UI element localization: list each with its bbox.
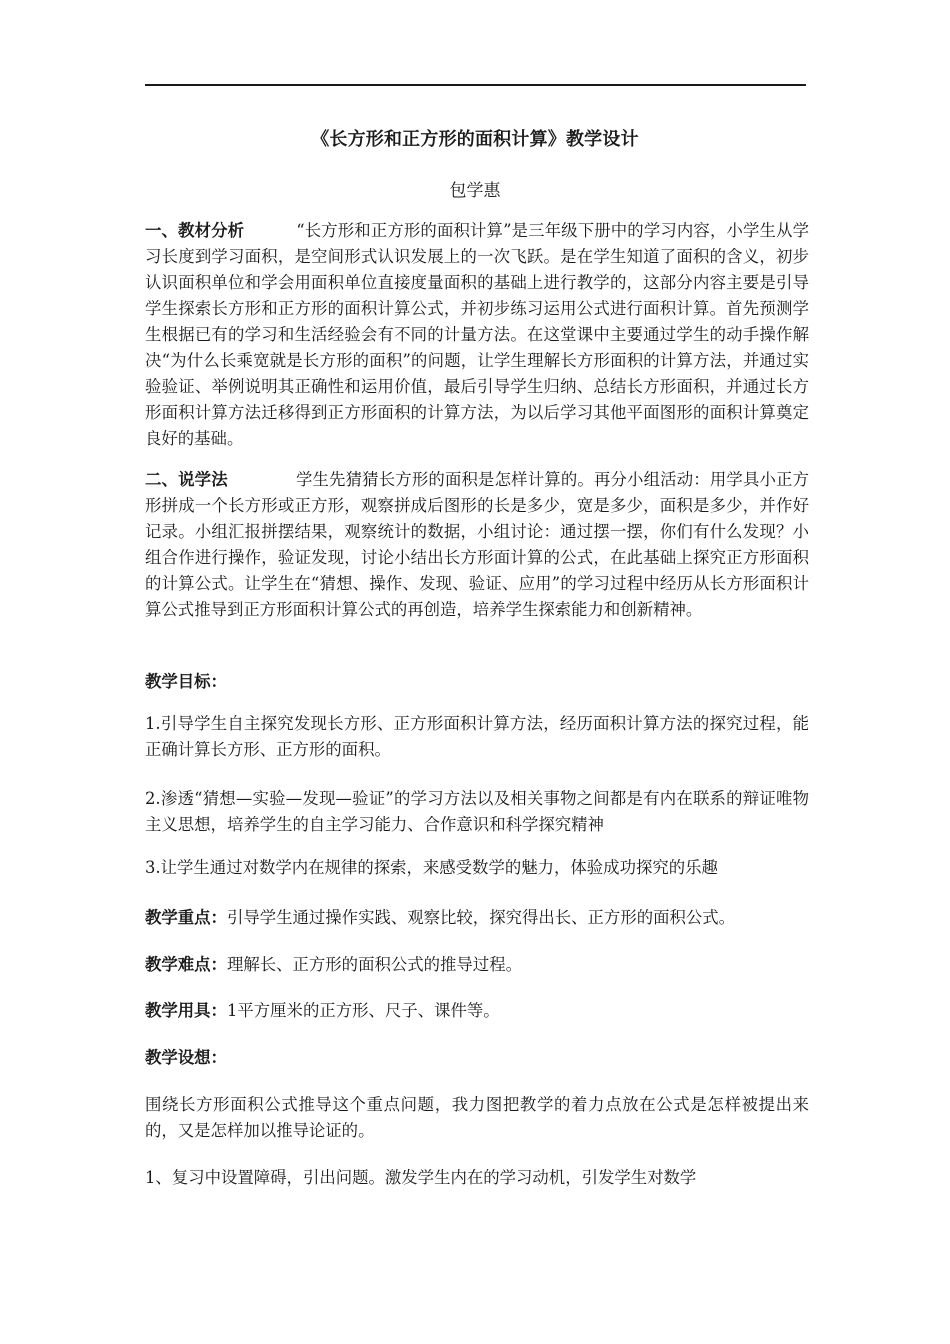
focus-text: 引导学生通过操作实践、观察比较，探究得出长、正方形的面积公式。 (226, 908, 736, 927)
goal-item: 3.让学生通过对数学内在规律的探索，来感受数学的魅力，体验成功探究的乐趣 (145, 858, 718, 877)
header-rule (145, 84, 806, 86)
section-textbook-analysis (145, 218, 809, 452)
section-heading: 一、教材分析 (145, 221, 245, 240)
section-learning-method (145, 467, 809, 623)
teaching-tools (145, 998, 809, 1024)
goal-item: 2.渗透“猜想—实验—发现—验证”的学习方法以及相关事物之间都是有内在联系的辩证唯物主义思想，培养学生的自主学习能力、合作意识和科学探究精神 (145, 789, 809, 834)
teaching-focus (145, 905, 809, 931)
design-heading: 教学设想： (145, 1048, 227, 1067)
section-body: 学生先猜猜长方形的面积是怎样计算的。再分小组活动：用学具小正方形拼成一个长方形或正方形，观察拼成后图形的长是多少，宽是多少，面积是多少，并作好记录。小组汇报拼摆结果，观察统计的数据，小组讨论：通过摆一摆，你们有什么发现？小组合作进行操作，验证发现，讨论小结出长方形面计算的公式，在此基础上探究正方形面积的计算公式。让学生在“猜想、操作、发现、验证、应用”的学习过程中经历从长方形面积计算公式推导到正方形面积计算公式的再创造，培养学生探索能力和创新精神。 (145, 470, 810, 619)
goal-item: 1.引导学生自主探究发现长方形、正方形面积计算方法，经历面积计算方法的探究过程，能正确计算长方形、正方形的面积。 (145, 714, 809, 759)
focus-label: 教学重点： (145, 908, 227, 927)
tools-text: 1平方厘米的正方形、尺子、课件等。 (226, 1001, 500, 1020)
goals-heading: 教学目标： (145, 672, 227, 691)
difficulty-label: 教学难点： (145, 955, 227, 974)
author-name: 包学惠 (449, 181, 501, 201)
document-title: 《长方形和正方形的面积计算》教学设计 (311, 129, 639, 150)
step-item: 1、复习中设置障碍，引出问题。激发学生内在的学习动机，引发学生对数学 (145, 1168, 697, 1187)
difficulty-text: 理解长、正方形的面积公式的推导过程。 (226, 955, 522, 974)
teaching-difficulty (145, 952, 809, 978)
section-heading: 二、说学法 (145, 470, 228, 489)
section-body: “长方形和正方形的面积计算”是三年级下册中的学习内容，小学生从学习长度到学习面积，是空间形式认识发展上的一次飞跃。是在学生知道了面积的含义，初步认识面积单位和学会用面积单位直接度量面积的基础上进行教学的，这部分内容主要是引导学生探索长方形和正方形的面积计算公式，并初步练习运用公式进行面积计算。首先预测学生根据已有的学习和生活经验会有不同的计量方法。在这堂课中主要通过学生的动手操作解决“为什么长乘宽就是长方形的面积”的问题，让学生理解长方形面积的计算方法，并通过实验验证、举例说明其正确性和运用价值，最后引导学生归纳、总结长方形面积，并通过长方形面积计算方法迁移得到正方形面积的计算方法，为以后学习其他平面图形的面积计算奠定良好的基础。 (145, 221, 809, 448)
design-body: 围绕长方形面积公式推导这个重点问题，我力图把教学的着力点放在公式是怎样被提出来的，又是怎样加以推导论证的。 (145, 1095, 809, 1140)
tools-label: 教学用具： (145, 1001, 227, 1020)
